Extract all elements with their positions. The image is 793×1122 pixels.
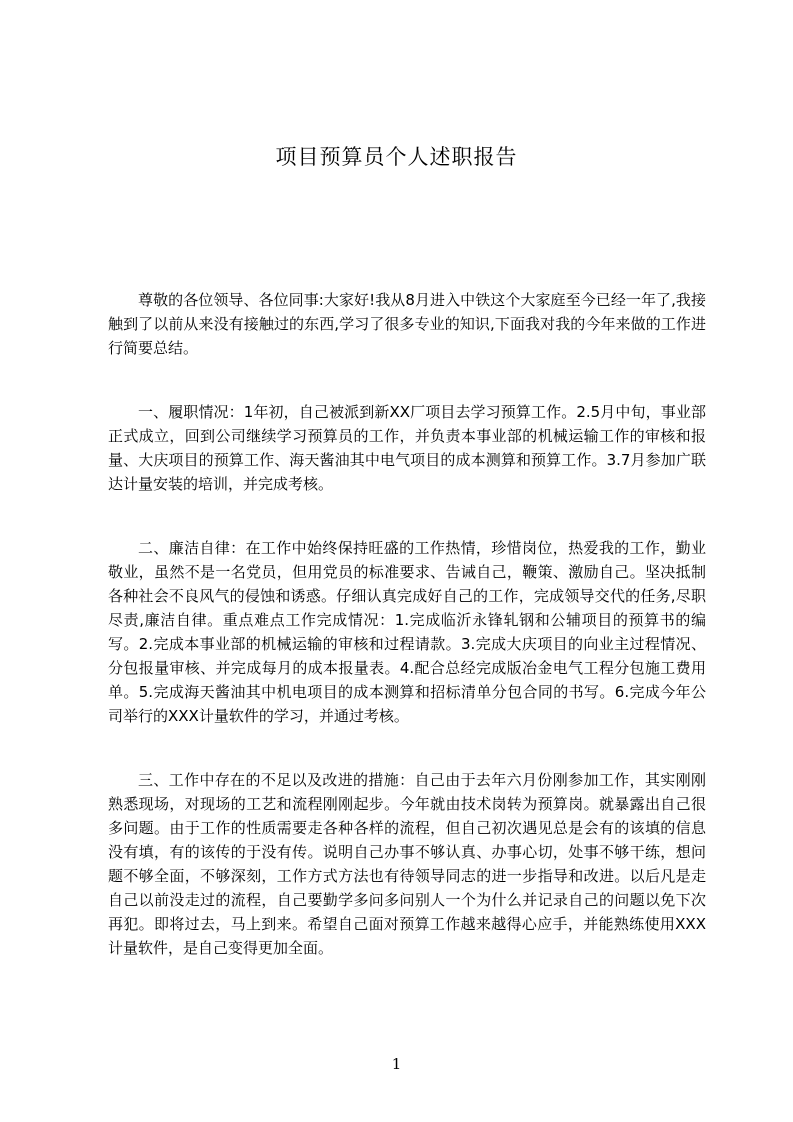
document-title: 项目预算员个人述职报告 (275, 145, 518, 169)
document-body (108, 288, 706, 1000)
page-number: 1 (391, 1055, 402, 1073)
paragraph-greeting: 尊敬的各位领导、各位同事:大家好!我从8月进入中铁这个大家庭至今已经一年了,我接触到了以前从来没有接触过的东西,学习了很多专业的知识,下面我对我的今年来做的工作进行简要总结。 (108, 291, 706, 357)
paragraph-duty-performance: 一、履职情况：1年初，自己被派到新XX厂项目去学习预算工作。2.5月中旬，事业部正式成立，回到公司继续学习预算员的工作，并负责本事业部的机械运输工作的审核和报量、大庆项目的预算工作、海天酱油其中电气项目的成本测算和预算工作。3.7月参加广联达计量安装的培训，并完成考核。 (108, 403, 706, 493)
paragraph-integrity: 二、廉洁自律：在工作中始终保持旺盛的工作热情，珍惜岗位，热爱我的工作，勤业敬业，虽然不是一名党员，但用党员的标准要求、告诫自己，鞭策、激励自己。坚决抵制各种社会不良风气的侵蚀和诱惑。仔细认真完成好自己的工作，完成领导交代的任务,尽职尽责,廉洁自律。重点难点工作完成情况：1.完成临沂永锋轧钢和公辅项目的预算书的编写。2.完成本事业部的机械运输的审核和过程请款。3.完成大庆项目的向业主过程情况、分包报量审核、并完成每月的成本报量表。4.配合总经完成版冶金电气工程分包施工费用单。5.完成海天酱油其中机电项目的成本测算和招标清单分包合同的书写。6.完成今年公司举行的XXX计量软件的学习，并通过考核。 (108, 539, 706, 725)
paragraph-shortcomings: 三、工作中存在的不足以及改进的措施：自己由于去年六月份刚参加工作，其实刚刚熟悉现场，对现场的工艺和流程刚刚起步。今年就由技术岗转为预算岗。就暴露出自己很多问题。由于工作的性质需要走各种各样的流程，但自己初次遇见总是会有的该填的信息没有填，有的该传的于没有传。说明自己办事不够认真、办事心切，处事不够干练，想问题不够全面，不够深刻，工作方式方法也有待领导同志的进一步指导和改进。以后凡是走自己以前没走过的流程，自己要勤学多问多问别人一个为什么并记录自己的问题以免下次再犯。即将过去，马上到来。希望自己面对预算工作越来越得心应手，并能熟练使用XXX计量软件，是自己变得更加全面。 (108, 771, 706, 957)
